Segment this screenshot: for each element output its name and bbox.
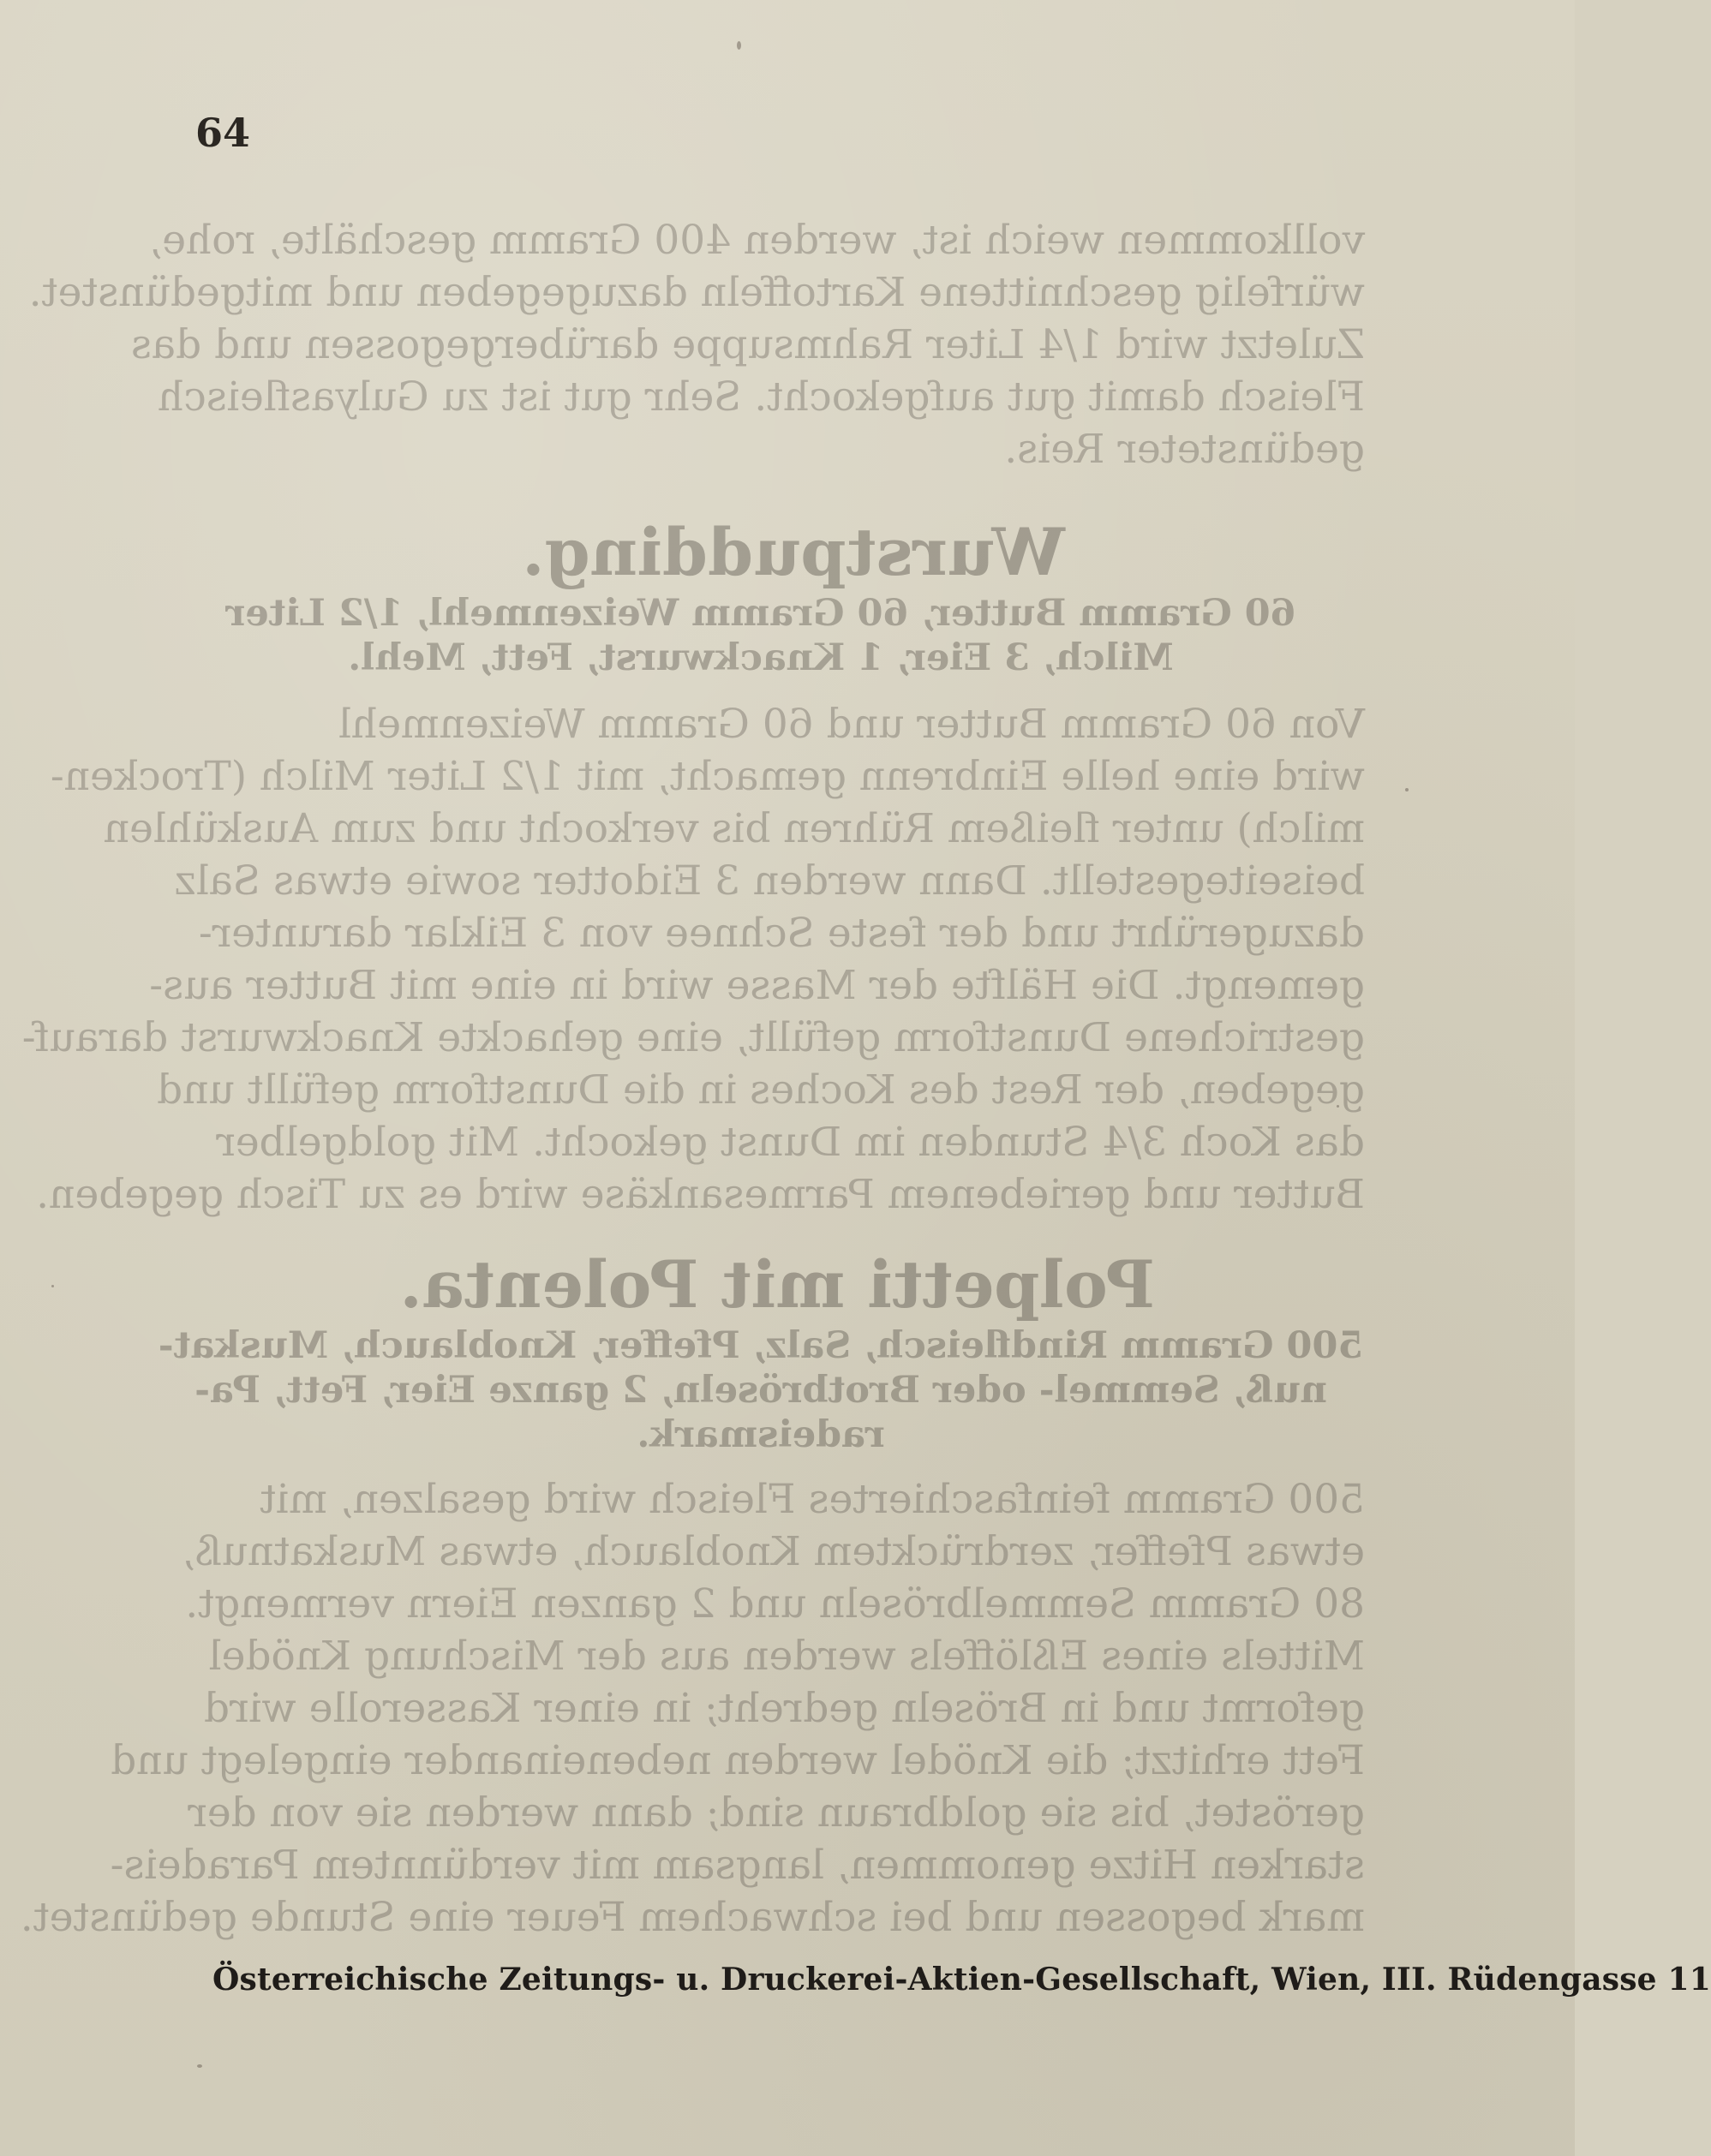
bleed-line: Mittels eines Eßlöffels werden aus der Mischung Knödel: [208, 1633, 1365, 1680]
paper-speck: [51, 1285, 54, 1287]
bleed-line: 500 Gramm feinfaschiertes Fleisch wird gesalzen, mit: [260, 1476, 1365, 1523]
bleed-line: gemengt. Die Hälfte der Masse wird in eine mit Butter aus-: [149, 962, 1365, 1009]
bleed-line: dazugerührt und der feste Schnee von 3 Eiklar darunter-: [198, 910, 1365, 957]
bleed-line: milch) unter fleißem Rühren bis verkocht und zum Auskühlen: [103, 805, 1365, 852]
bleed-line: geformt und in Bröseln gedreht; in einer Kasserolle wird: [203, 1685, 1365, 1732]
bleed-line: Fleisch damit gut aufgekocht. Sehr gut ist zu Gulyasfleisch: [158, 373, 1365, 421]
paper-speck: [737, 41, 741, 50]
bleed-line: beiseitegestellt. Dann werden 3 Eidotter sowie etwas Salz: [175, 857, 1365, 905]
bleed-line: geröstet, bis sie goldbraun sind; dann werden sie von der: [188, 1789, 1365, 1836]
paper-speck: [1405, 788, 1409, 791]
bleed-line: 500 Gramm Rindfleisch, Salz, Pfeffer, Knoblauch, Muskat-: [158, 1324, 1364, 1367]
bleed-ingredients-2: [157, 1323, 1365, 1457]
bleed-line: Milch, 3 Eier, 1 Knackwurst, Fett, Mehl.: [348, 636, 1174, 679]
bleed-line: gegeben, der Rest des Koches in die Dunstform gefüllt und: [157, 1066, 1365, 1114]
bleed-line: vollkommen weich ist, werden 400 Gramm geschälte, rohe,: [149, 217, 1365, 264]
bleed-line: 80 Gramm Semmelbröseln und 2 ganzen Eiern vermengt.: [185, 1580, 1365, 1627]
bleed-paragraph-intro: [28, 214, 1365, 475]
paper-speck: [197, 2064, 202, 2068]
bleed-line: gedünsteter Reis.: [1004, 426, 1365, 473]
bleed-paragraph-2: [20, 1473, 1365, 1944]
bleed-line: etwas Pfeffer, zerdrücktem Knoblauch, etwas Muskatnuß,: [182, 1528, 1365, 1575]
bleed-line: mark begossen und bei schwachem Feuer eine Stunde gedünstet.: [20, 1894, 1365, 1941]
bleed-line: würfelig geschnittene Kartoffeln dazugegeben und mitgedünstet.: [28, 269, 1365, 316]
paper-speck: [1337, 1105, 1339, 1108]
page-number: 64: [195, 110, 251, 156]
bleed-line: radeismark.: [637, 1413, 885, 1456]
bleed-line: Zuletzt wird 1/4 Liter Rahmsuppe darübergegossen und das: [130, 321, 1365, 368]
bleed-line: starken Hitze genommen, langsam mit verdünntem Paradeis-: [110, 1842, 1365, 1889]
bleed-line: Butter und geriebenem Parmesankäse wird es zu Tisch gegeben.: [36, 1171, 1365, 1218]
bleed-heading-wurstpudding: Wurstpudding.: [522, 514, 1065, 590]
bleed-line: nuß, Semmel- oder Brotbröseln, 2 ganze Eier, Fett, Pa-: [194, 1369, 1327, 1412]
bleed-line: wird eine helle Einbrenn gemacht, mit 1/2 Liter Milch (Trocken-: [50, 753, 1365, 800]
bleed-line: 60 Gramm Butter, 60 Gramm Weizenmehl, 1/2 Liter: [225, 592, 1296, 635]
bleed-line: gestrichene Dunstform gefüllt, eine gehackte Knackwurst darauf-: [21, 1014, 1365, 1061]
bleed-line: Fett erhitzt; die Knödel werden nebeneinander eingelegt und: [111, 1737, 1365, 1784]
bleed-line: Von 60 Gramm Butter und 60 Gramm Weizenmehl: [338, 701, 1365, 748]
bleed-paragraph-1: [21, 698, 1365, 1221]
bleed-line: das Koch 3/4 Stunden im Dunst gekocht. Mit goldgelber: [216, 1119, 1365, 1166]
printer-imprint: Österreichische Zeitungs- u. Druckerei-Aktien-Gesellschaft, Wien, III. Rüdengasse 11: [212, 1962, 1711, 1998]
bleed-heading-polpetti: Polpetti mit Polenta.: [399, 1246, 1155, 1323]
bleed-ingredients-1: [157, 591, 1365, 680]
